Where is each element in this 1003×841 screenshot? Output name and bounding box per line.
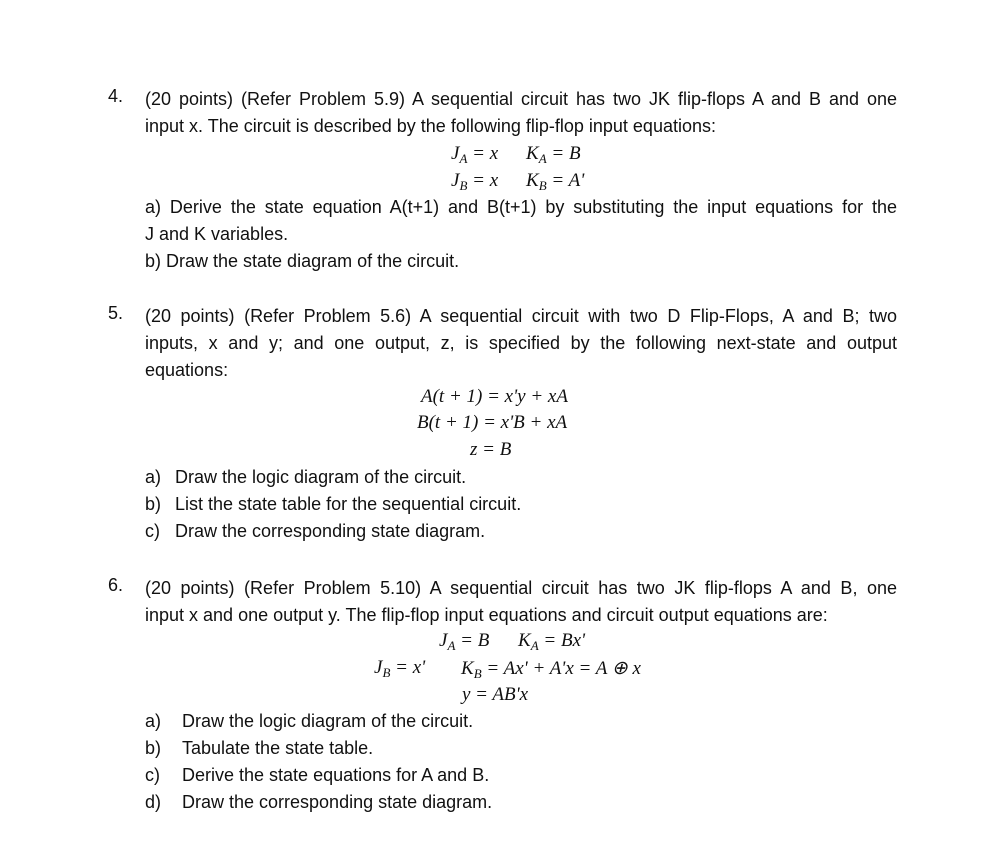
problem-6-line-2: input x and one output y. The flip-flop input equations and circuit output equations are:	[145, 605, 828, 625]
equation-ja: $J_A = B$	[439, 630, 490, 653]
part-label: d)	[145, 792, 162, 812]
problem-4-parts	[145, 194, 897, 275]
part-label: b)	[145, 738, 162, 758]
part-text: Draw the logic diagram of the circuit.	[182, 711, 474, 731]
problem-5-statement	[145, 303, 897, 384]
part-text: Derive the state equations for A and B.	[182, 765, 490, 785]
problem-6-part-b	[145, 738, 373, 759]
problem-4-number: 4.	[108, 86, 124, 106]
equation-ka: $K_A = B$	[526, 143, 581, 166]
problem-6-line-1: (20 points) (Refer Problem 5.10) A sequential circuit has two JK flip-flops A and B, one	[145, 578, 897, 598]
part-label: c)	[145, 521, 160, 541]
problem-5-number: 5.	[108, 303, 124, 323]
equation-a-next: A(t + 1) = x'y + xA	[421, 386, 568, 407]
problem-4-part-a-line-1: a) Derive the state equation A(t+1) and B(t+1) by substituting the input equations for the	[145, 197, 897, 217]
problem-5-part-b	[145, 494, 521, 515]
part-text: List the state table for the sequential circuit.	[175, 494, 522, 514]
equation-y: y = AB'x	[462, 684, 529, 705]
equation-jb: $J_B = x$	[451, 170, 499, 193]
problem-4-line-2: input x. The circuit is described by the following flip-flop input equations:	[145, 116, 716, 136]
problem-5-part-a	[145, 467, 466, 488]
problem-6-part-c	[145, 765, 489, 786]
part-label: a)	[145, 711, 162, 731]
problem-4-part-a-line-2: J and K variables.	[145, 224, 289, 244]
problem-6-part-a	[145, 711, 473, 732]
part-text: Draw the corresponding state diagram.	[175, 521, 486, 541]
problem-6-number: 6.	[108, 575, 124, 595]
problem-5-line-2: inputs, x and y; and one output, z, is specified by the following next-state and output	[145, 333, 897, 353]
problem-6-part-d	[145, 792, 492, 813]
part-label: b)	[145, 494, 162, 514]
problem-5-part-c	[145, 521, 485, 542]
part-text: Tabulate the state table.	[182, 738, 374, 758]
problem-6-statement	[145, 575, 897, 629]
part-text: Draw the corresponding state diagram.	[182, 792, 493, 812]
part-label: c)	[145, 765, 160, 785]
problem-5-line-3: equations:	[145, 360, 229, 380]
equation-ka: $K_A = Bx'$	[518, 630, 586, 653]
problem-4-statement	[145, 86, 897, 140]
equation-kb: $K_B = Ax' + A'x = A$ ⊕ x	[461, 658, 641, 681]
problem-4-line-1: (20 points) (Refer Problem 5.9) A sequential circuit has two JK flip-flops A and B and one	[145, 89, 897, 109]
equation-kb: $K_B = A'$	[526, 170, 585, 193]
part-label: a)	[145, 467, 162, 487]
problem-4-part-b: b) Draw the state diagram of the circuit.	[145, 251, 460, 271]
problem-5-line-1: (20 points) (Refer Problem 5.6) A sequential circuit with two D Flip-Flops, A and B; two	[145, 306, 897, 326]
equation-ja: $J_A = x$	[451, 143, 499, 166]
equation-jb: $J_B = x'$	[374, 657, 426, 680]
equation-b-next: B(t + 1) = x'B + xA	[417, 412, 568, 433]
equation-z: z = B	[470, 439, 512, 460]
part-text: Draw the logic diagram of the circuit.	[175, 467, 467, 487]
